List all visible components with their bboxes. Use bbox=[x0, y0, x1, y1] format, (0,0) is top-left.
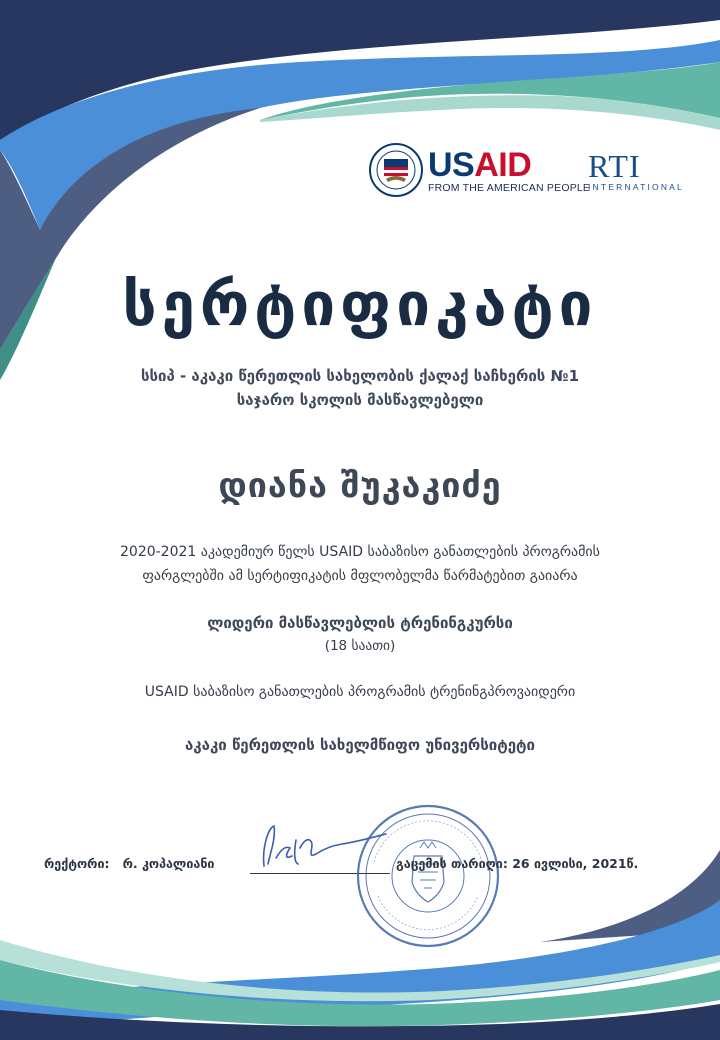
provider-name: აკაკი წერეთლის სახელმწიფო უნივერსიტეტი bbox=[185, 736, 535, 754]
certificate-title: სერტიფიკატი bbox=[122, 270, 598, 340]
usaid-tagline: FROM THE AMERICAN PEOPLE bbox=[428, 182, 591, 194]
usaid-seal-icon bbox=[368, 142, 424, 198]
recipient-name: დიანა შუკაკიძე bbox=[218, 466, 502, 506]
rector-info bbox=[44, 856, 214, 871]
provider-label: USAID საბაზისო განათლების პროგრამის ტრენინგპროვაიდერი bbox=[144, 684, 576, 700]
logo-bar bbox=[368, 140, 688, 200]
description bbox=[0, 540, 720, 588]
description-line-1: 2020-2021 აკადემიურ წელს USAID საბაზისო განათლების პროგრამის bbox=[120, 544, 600, 560]
rti-subtitle: INTERNATIONAL bbox=[588, 182, 684, 192]
school-info bbox=[0, 364, 720, 412]
rector-label: რექტორი: bbox=[44, 856, 110, 871]
rti-wordmark: RTI bbox=[588, 148, 641, 184]
school-line-1: სსიპ - აკაკი წერეთლის სახელობის ქალაქ საჩხერის №1 bbox=[140, 367, 580, 385]
description-line-2: ფარგლებში ამ სერტიფიკატის მფლობელმა წარმატებით გაიარა bbox=[142, 568, 578, 584]
school-line-2: საჯარო სკოლის მასწავლებელი bbox=[236, 391, 484, 409]
issue-date-value: 26 ივლისი, 2021წ. bbox=[512, 856, 639, 871]
course-name: ლიდერი მასწავლებლის ტრენინგკურსი bbox=[207, 614, 513, 632]
issue-date-label: გაცემის თარიღი: bbox=[396, 856, 508, 871]
usaid-wordmark: USAID bbox=[428, 146, 532, 184]
issue-date bbox=[396, 856, 638, 871]
rector-name: რ. კოპალიანი bbox=[122, 856, 215, 871]
course-hours: (18 საათი) bbox=[324, 638, 396, 654]
official-stamp bbox=[354, 802, 502, 950]
